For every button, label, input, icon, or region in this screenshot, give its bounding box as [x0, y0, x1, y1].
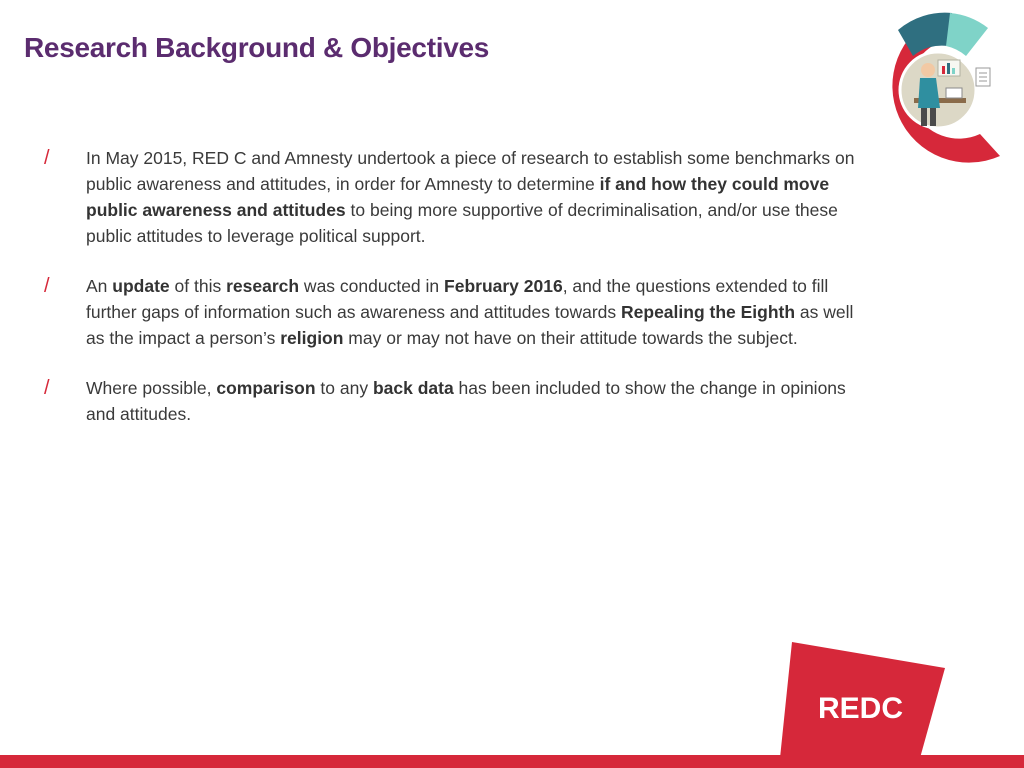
bullet-text: An update of this research was conducted in February 2016, and the questions extended to fill further gaps of information such as awareness and attitudes towards Repealing the Eighth as well as the impact a person’s religion may or may not have on their attitude towards the subject.	[86, 276, 854, 348]
slash-marker-icon: /	[44, 377, 50, 399]
slash-marker-icon: /	[44, 275, 50, 297]
bold-phrase: comparison	[216, 378, 316, 398]
bold-phrase: update	[112, 276, 170, 296]
bold-phrase: if and how they could move public awareness and attitudes	[86, 174, 830, 220]
bullet-list	[44, 145, 864, 451]
bullet-item	[44, 375, 864, 427]
bold-phrase: research	[226, 276, 300, 296]
bold-phrase: religion	[280, 328, 344, 348]
bold-phrase: back data	[372, 378, 454, 398]
redc-logo	[780, 640, 950, 760]
bullet-text: Where possible, comparison to any back data has been included to show the change in opinions and attitudes.	[86, 378, 846, 424]
page-title: Research Background & Objectives	[24, 32, 490, 63]
bullet-text: In May 2015, RED C and Amnesty undertook a piece of research to establish some benchmarks on public awareness and attitudes, in order for Amnesty to determine if and how they could move public awareness and attitudes to being more supportive of decriminalisation, and/or use these public attitudes to leverage political support.	[86, 148, 855, 246]
bold-phrase: February 2016	[444, 276, 563, 296]
slash-marker-icon: /	[44, 147, 50, 169]
bold-phrase: Repealing the Eighth	[621, 302, 796, 322]
researcher-illustration-icon	[868, 8, 1008, 173]
footer-accent-bar	[0, 755, 1024, 768]
bullet-item	[44, 273, 864, 351]
logo-text: REDC	[818, 692, 904, 725]
bullet-item	[44, 145, 864, 249]
